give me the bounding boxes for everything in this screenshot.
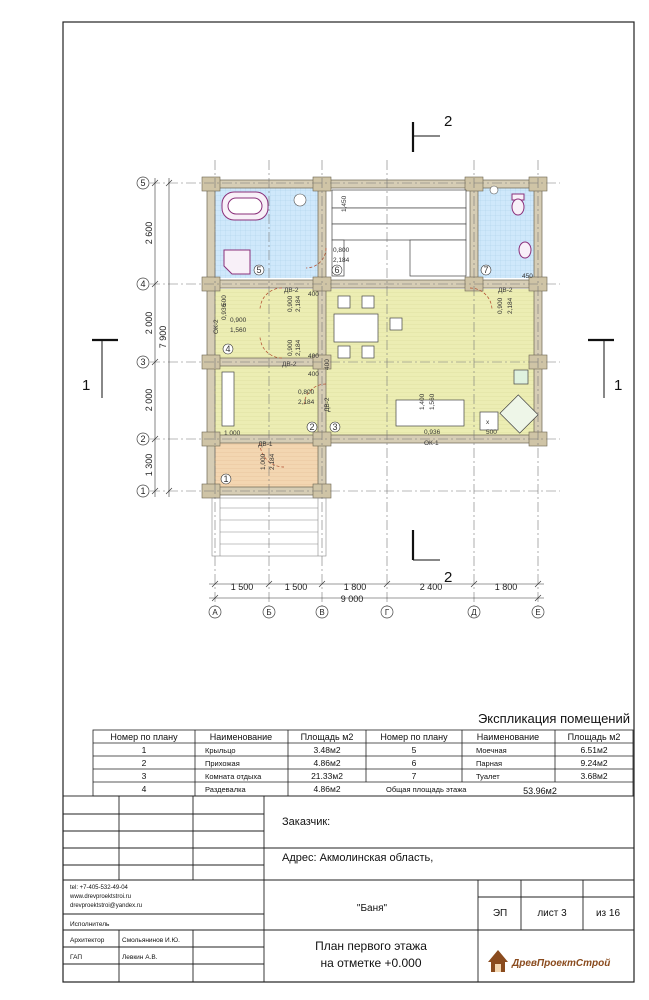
label-ok2-h: 1,560 (230, 327, 247, 334)
exp-r1-c4: Парная (476, 759, 503, 768)
exp-header-area-2: Площадь м2 (567, 732, 621, 742)
contact-email: drevproektstroi@yandex.ru (70, 903, 143, 909)
customer-label: Заказчик: (282, 816, 331, 828)
drawing-title-line-2: на отметке +0.000 (320, 956, 422, 970)
dim-left-total: 7 900 (158, 325, 168, 349)
axis-2: 2 (140, 434, 146, 444)
axis-3: 3 (140, 357, 146, 367)
axis-A: А (212, 608, 218, 617)
label-door-0800-b: 0,800 (298, 389, 315, 396)
title-block (63, 796, 634, 982)
label-500-a: 500 (221, 295, 228, 306)
explication (93, 711, 633, 796)
contact-phone: tel: +7-405-532-49-04 (70, 885, 128, 891)
label-450: 450 (522, 273, 533, 280)
axis-1: 1 (140, 486, 146, 496)
exp-r0-c3: 5 (411, 745, 417, 755)
exp-r3-c2: 4.86м2 (313, 784, 341, 794)
exp-r0-c5: 6.51м2 (580, 745, 608, 755)
dim-bottom-5: 1 800 (494, 582, 518, 592)
gap-label: ГАП (70, 954, 83, 961)
label-dv1-w: 1,000 (260, 453, 267, 470)
exp-r1-c0: 2 (141, 758, 147, 768)
exp-r2-c1: Комната отдыха (205, 772, 262, 781)
label-500-b: 500 (486, 429, 497, 436)
axis-B: Б (266, 608, 272, 617)
axis-V: В (319, 608, 325, 617)
label-400-b: 400 (308, 353, 319, 360)
exp-r2-c5: 3.68м2 (580, 771, 608, 781)
sheet-number: лист 3 (537, 908, 567, 919)
section-top-label: 2 (444, 113, 453, 130)
exp-r3-c0: 4 (141, 784, 147, 794)
label-1450: 1,450 (341, 195, 348, 212)
room-marker-6: 6 (334, 265, 340, 275)
room-marker-1: 1 (223, 474, 229, 484)
room-marker-7: 7 (483, 265, 489, 275)
label-door-2184-b: 2,184 (298, 399, 315, 406)
label-ok1-h: 1,560 (429, 393, 436, 410)
contact-site: www.drevproektstroi.ru (70, 894, 132, 900)
floor-plan (82, 113, 622, 618)
label-1000: 1 000 (224, 430, 241, 437)
exp-r2-c3: 7 (411, 771, 417, 781)
exp-r3-c1: Раздевалка (205, 785, 246, 794)
exp-r2-c2: 21.33м2 (311, 771, 343, 781)
stage-code: ЭП (492, 908, 508, 919)
label-x: x (486, 419, 490, 426)
architect-label: Архитектор (70, 937, 105, 944)
dim-left-4: 2 600 (144, 221, 154, 245)
architect-name: Смольянинов И.Ю. (122, 937, 180, 944)
axis-G: Г (384, 608, 390, 617)
label-dv2-a: ДВ-2 (284, 287, 299, 294)
label-dv1: ДВ-1 (258, 441, 273, 448)
exp-r1-c1: Прихожая (205, 759, 240, 768)
exp-total-label: Общая площадь этажа (386, 785, 467, 794)
address-label: Адрес: Акмолинская область, (282, 852, 434, 864)
drawing-title-line-1: План первого этажа (315, 939, 427, 953)
exp-r0-c2: 3.48м2 (313, 745, 341, 755)
dim-bottom-2: 1 500 (284, 582, 308, 592)
axis-5: 5 (140, 178, 146, 188)
exp-header-area-1: Площадь м2 (300, 732, 354, 742)
exp-r0-c0: 1 (141, 745, 147, 755)
exp-total-value: 53.96м2 (523, 786, 557, 796)
exp-r1-c2: 4.86м2 (313, 758, 341, 768)
label-dv2-a-h: 2,184 (295, 295, 302, 312)
company-logo (488, 950, 610, 972)
sheet-frame (63, 22, 634, 982)
exp-header-num-2: Номер по плану (380, 732, 448, 742)
label-dv2-b: ДВ-2 (498, 287, 513, 294)
exp-r2-c4: Туалет (476, 772, 500, 781)
label-ok2-w: 0,900 (230, 317, 247, 324)
exp-header-num-1: Номер по плану (110, 732, 178, 742)
exp-r0-c4: Моечная (476, 746, 507, 755)
dim-bottom-4: 2 400 (419, 582, 443, 592)
dim-left-1: 1 300 (144, 453, 154, 477)
room-marker-5: 5 (256, 265, 262, 275)
exp-r1-c3: 6 (411, 758, 417, 768)
label-dv1-h: 2,184 (269, 453, 276, 470)
label-0936-b: 0,936 (424, 429, 441, 436)
explication-title: Экспликация помещений (477, 711, 630, 726)
room-marker-4: 4 (225, 344, 231, 354)
label-door-0800: 0,800 (333, 247, 350, 254)
section-right-label: 1 (614, 377, 623, 394)
exp-r1-c5: 9.24м2 (580, 758, 608, 768)
label-dv2-b-h: 2,184 (507, 297, 514, 314)
label-dv2-c-h: 2,184 (295, 339, 302, 356)
exp-r0-c1: Крыльцо (205, 746, 236, 755)
label-ok2: ОК-2 (213, 319, 220, 334)
sheets-total: из 16 (595, 908, 621, 919)
exp-r2-c0: 3 (141, 771, 147, 781)
dim-bottom-3: 1 800 (343, 582, 367, 592)
label-ok1-w: 1,400 (419, 393, 426, 410)
label-dv2-b-w: 0,900 (497, 297, 504, 314)
axis-E: Е (535, 608, 541, 617)
label-door-2184-f: 2,184 (333, 257, 350, 264)
section-bottom-label: 2 (444, 569, 453, 586)
label-400-a: 400 (308, 291, 319, 298)
exp-header-name-1: Наименование (209, 732, 273, 742)
project-name: "Баня" (356, 903, 388, 914)
dim-left-2: 2 000 (144, 388, 154, 412)
label-dv2-d: ДВ-2 (324, 397, 331, 412)
label-ok1: ОК-1 (424, 440, 439, 447)
axis-D: Д (471, 608, 477, 617)
room-marker-2: 2 (309, 422, 315, 432)
company-name: ДревПроектСтрой (512, 958, 611, 969)
label-400-c: 400 (308, 371, 319, 378)
axis-4: 4 (140, 279, 146, 289)
section-left-label: 1 (82, 377, 91, 394)
executor-label: Исполнитель (70, 921, 110, 928)
exp-header-name-2: Наименование (476, 732, 540, 742)
gap-name: Левкин А.В. (122, 954, 158, 961)
label-dv2-c-w: 0,900 (287, 339, 294, 356)
label-dv2-a-w: 0,900 (287, 295, 294, 312)
dim-bottom-1: 1 500 (230, 582, 254, 592)
label-0936-a: 0,936 (221, 303, 228, 320)
axis-letter-bubbles (209, 606, 544, 618)
label-dv2-c: ДВ-2 (282, 361, 297, 368)
dim-left-3: 2 000 (144, 311, 154, 335)
room-marker-3: 3 (332, 422, 338, 432)
dim-bottom-total: 9 000 (340, 594, 364, 604)
label-400-d: 400 (324, 359, 331, 370)
